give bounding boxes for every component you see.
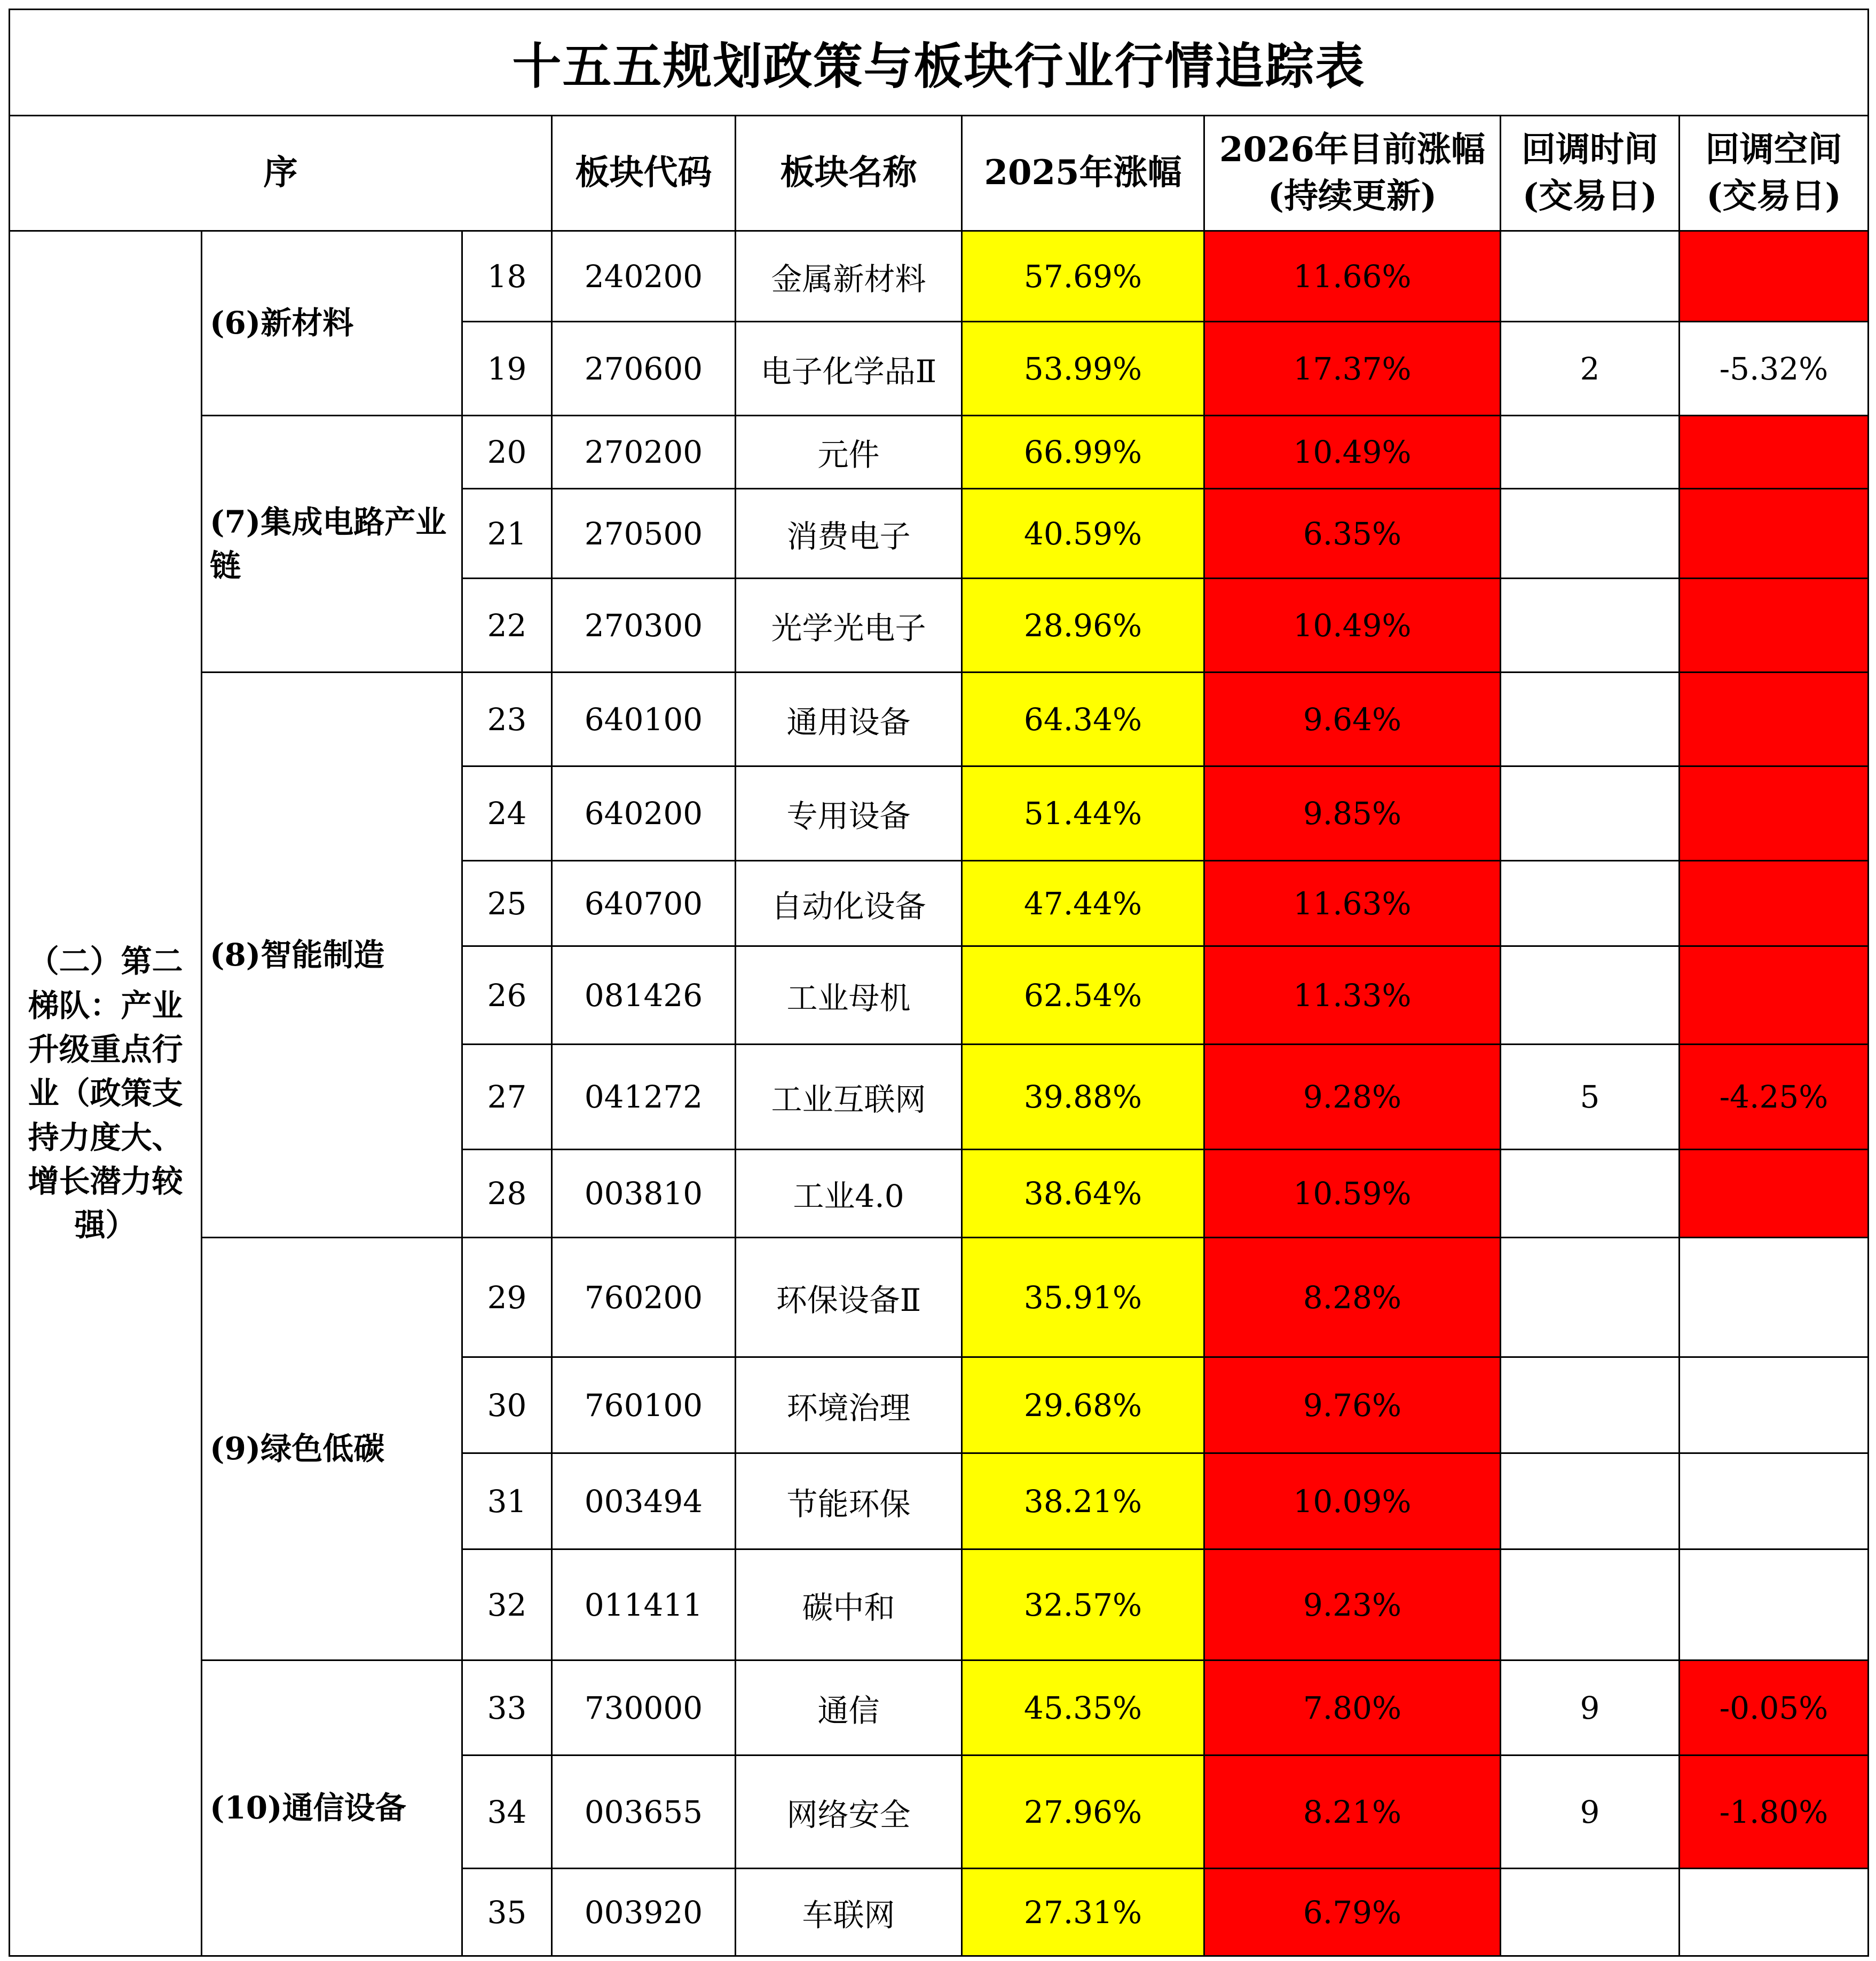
cell-seq: 22 (462, 579, 552, 673)
cell-pullback-space (1680, 579, 1869, 673)
cell-gain-2026: 8.21% (1204, 1756, 1501, 1869)
cell-seq: 21 (462, 489, 552, 579)
header-pullback-space (1680, 116, 1869, 231)
cell-pullback-space (1680, 1357, 1869, 1453)
cell-pullback-space: -1.80% (1680, 1756, 1869, 1869)
cell-gain-2026: 10.49% (1204, 416, 1501, 489)
cell-pullback-time (1501, 1150, 1680, 1238)
cell-gain-2025: 27.31% (962, 1869, 1204, 1956)
cell-name: 消费电子 (736, 489, 962, 579)
cell-seq: 18 (462, 231, 552, 322)
cell-pullback-time (1501, 766, 1680, 861)
cell-gain-2026: 6.35% (1204, 489, 1501, 579)
cell-pullback-space: -4.25% (1680, 1045, 1869, 1150)
cell-name: 电子化学品Ⅱ (736, 322, 962, 416)
cell-name: 环境治理 (736, 1357, 962, 1453)
cell-gain-2026: 7.80% (1204, 1660, 1501, 1756)
cell-pullback-space (1680, 673, 1869, 766)
table-row (10, 416, 1869, 489)
cell-name: 专用设备 (736, 766, 962, 861)
cell-gain-2025: 45.35% (962, 1660, 1204, 1756)
header-pullback-time-line1: 回调时间 (1522, 130, 1658, 170)
cell-name: 车联网 (736, 1869, 962, 1956)
tracking-table (9, 9, 1869, 1957)
cell-seq: 23 (462, 673, 552, 766)
cell-code: 760100 (552, 1357, 736, 1453)
header-gain-2025: 2025年涨幅 (962, 116, 1204, 231)
cell-code: 270200 (552, 416, 736, 489)
cell-gain-2026: 8.28% (1204, 1238, 1501, 1357)
cell-pullback-space (1680, 416, 1869, 489)
cell-gain-2026: 9.28% (1204, 1045, 1501, 1150)
header-row (10, 116, 1869, 231)
cell-gain-2025: 66.99% (962, 416, 1204, 489)
cell-name: 通用设备 (736, 673, 962, 766)
cell-seq: 31 (462, 1453, 552, 1549)
cell-name: 金属新材料 (736, 231, 962, 322)
cell-gain-2026: 11.66% (1204, 231, 1501, 322)
cell-gain-2025: 53.99% (962, 322, 1204, 416)
cell-name: 碳中和 (736, 1549, 962, 1660)
cell-gain-2026: 9.64% (1204, 673, 1501, 766)
cell-gain-2026: 9.76% (1204, 1357, 1501, 1453)
cell-code: 003494 (552, 1453, 736, 1549)
cell-gain-2026: 17.37% (1204, 322, 1501, 416)
cell-pullback-space (1680, 231, 1869, 322)
table-row (10, 1238, 1869, 1357)
cell-code: 011411 (552, 1549, 736, 1660)
table-row (10, 231, 1869, 322)
cell-pullback-time (1501, 1549, 1680, 1660)
cell-name: 通信 (736, 1660, 962, 1756)
cell-gain-2025: 47.44% (962, 861, 1204, 946)
cell-gain-2026: 9.23% (1204, 1549, 1501, 1660)
cell-seq: 26 (462, 946, 552, 1045)
cell-gain-2025: 38.21% (962, 1453, 1204, 1549)
cell-pullback-space (1680, 766, 1869, 861)
cell-gain-2025: 38.64% (962, 1150, 1204, 1238)
cell-gain-2025: 40.59% (962, 489, 1204, 579)
group-label: (8)智能制造 (202, 673, 462, 1238)
cell-gain-2025: 62.54% (962, 946, 1204, 1045)
table-row (10, 1660, 1869, 1756)
cell-pullback-space (1680, 861, 1869, 946)
cell-code: 003655 (552, 1756, 736, 1869)
cell-code: 270300 (552, 579, 736, 673)
cell-pullback-space (1680, 1238, 1869, 1357)
cell-pullback-space: -5.32% (1680, 322, 1869, 416)
header-seq: 序 (10, 116, 552, 231)
cell-pullback-space: -0.05% (1680, 1660, 1869, 1756)
cell-seq: 27 (462, 1045, 552, 1150)
cell-name: 自动化设备 (736, 861, 962, 946)
cell-gain-2026: 10.59% (1204, 1150, 1501, 1238)
cell-gain-2025: 51.44% (962, 766, 1204, 861)
cell-gain-2026: 10.09% (1204, 1453, 1501, 1549)
group-label: (9)绿色低碳 (202, 1238, 462, 1660)
cell-pullback-time (1501, 489, 1680, 579)
header-pullback-time (1501, 116, 1680, 231)
cell-name: 元件 (736, 416, 962, 489)
cell-gain-2025: 29.68% (962, 1357, 1204, 1453)
cell-name: 光学光电子 (736, 579, 962, 673)
cell-pullback-time: 9 (1501, 1660, 1680, 1756)
header-pullback-space-line1: 回调空间 (1705, 130, 1842, 170)
cell-name: 节能环保 (736, 1453, 962, 1549)
cell-pullback-time (1501, 579, 1680, 673)
cell-pullback-time: 2 (1501, 322, 1680, 416)
cell-seq: 24 (462, 766, 552, 861)
cell-gain-2026: 11.63% (1204, 861, 1501, 946)
group-label: (7)集成电路产业链 (202, 416, 462, 673)
cell-pullback-space (1680, 1869, 1869, 1956)
header-gain-2026-line2: (持续更新) (1267, 176, 1437, 216)
cell-gain-2026: 10.49% (1204, 579, 1501, 673)
cell-gain-2025: 35.91% (962, 1238, 1204, 1357)
cell-pullback-space (1680, 1453, 1869, 1549)
cell-name: 工业4.0 (736, 1150, 962, 1238)
header-name: 板块名称 (736, 116, 962, 231)
header-code: 板块代码 (552, 116, 736, 231)
cell-code: 003920 (552, 1869, 736, 1956)
cell-gain-2026: 6.79% (1204, 1869, 1501, 1956)
page-title: 十五五规划政策与板块行业行情追踪表 (10, 10, 1869, 116)
cell-pullback-time (1501, 1238, 1680, 1357)
cell-pullback-space (1680, 489, 1869, 579)
cell-pullback-time: 5 (1501, 1045, 1680, 1150)
cell-gain-2025: 57.69% (962, 231, 1204, 322)
header-gain-2026 (1204, 116, 1501, 231)
cell-code: 270600 (552, 322, 736, 416)
table-row (10, 673, 1869, 766)
cell-seq: 25 (462, 861, 552, 946)
cell-seq: 32 (462, 1549, 552, 1660)
cell-pullback-time: 9 (1501, 1756, 1680, 1869)
cell-gain-2025: 39.88% (962, 1045, 1204, 1150)
cell-pullback-time (1501, 1869, 1680, 1956)
cell-code: 240200 (552, 231, 736, 322)
cell-seq: 33 (462, 1660, 552, 1756)
cell-name: 工业互联网 (736, 1045, 962, 1150)
cell-code: 041272 (552, 1045, 736, 1150)
cell-pullback-time (1501, 673, 1680, 766)
cell-pullback-space (1680, 946, 1869, 1045)
header-pullback-space-line2: (交易日) (1706, 176, 1841, 216)
cell-seq: 35 (462, 1869, 552, 1956)
cell-pullback-time (1501, 1357, 1680, 1453)
cell-gain-2026: 11.33% (1204, 946, 1501, 1045)
cell-code: 270500 (552, 489, 736, 579)
cell-code: 003810 (552, 1150, 736, 1238)
cell-code: 730000 (552, 1660, 736, 1756)
tier-label: （二）第二梯队：产业升级重点行业（政策支持力度大、增长潜力较强） (10, 231, 202, 1956)
group-label: (10)通信设备 (202, 1660, 462, 1956)
cell-gain-2026: 9.85% (1204, 766, 1501, 861)
cell-seq: 29 (462, 1238, 552, 1357)
cell-code: 640200 (552, 766, 736, 861)
cell-code: 081426 (552, 946, 736, 1045)
cell-code: 640700 (552, 861, 736, 946)
header-pullback-time-line2: (交易日) (1522, 176, 1658, 216)
cell-pullback-time (1501, 231, 1680, 322)
cell-gain-2025: 28.96% (962, 579, 1204, 673)
cell-gain-2025: 32.57% (962, 1549, 1204, 1660)
cell-name: 网络安全 (736, 1756, 962, 1869)
cell-pullback-space (1680, 1150, 1869, 1238)
cell-pullback-time (1501, 416, 1680, 489)
cell-pullback-space (1680, 1549, 1869, 1660)
cell-pullback-time (1501, 861, 1680, 946)
cell-code: 760200 (552, 1238, 736, 1357)
cell-seq: 30 (462, 1357, 552, 1453)
cell-name: 环保设备Ⅱ (736, 1238, 962, 1357)
cell-pullback-time (1501, 1453, 1680, 1549)
cell-seq: 20 (462, 416, 552, 489)
cell-pullback-time (1501, 946, 1680, 1045)
cell-name: 工业母机 (736, 946, 962, 1045)
header-gain-2026-line1: 2026年目前涨幅 (1219, 130, 1486, 170)
cell-gain-2025: 64.34% (962, 673, 1204, 766)
cell-gain-2025: 27.96% (962, 1756, 1204, 1869)
cell-code: 640100 (552, 673, 736, 766)
cell-seq: 34 (462, 1756, 552, 1869)
cell-seq: 28 (462, 1150, 552, 1238)
group-label: (6)新材料 (202, 231, 462, 416)
cell-seq: 19 (462, 322, 552, 416)
